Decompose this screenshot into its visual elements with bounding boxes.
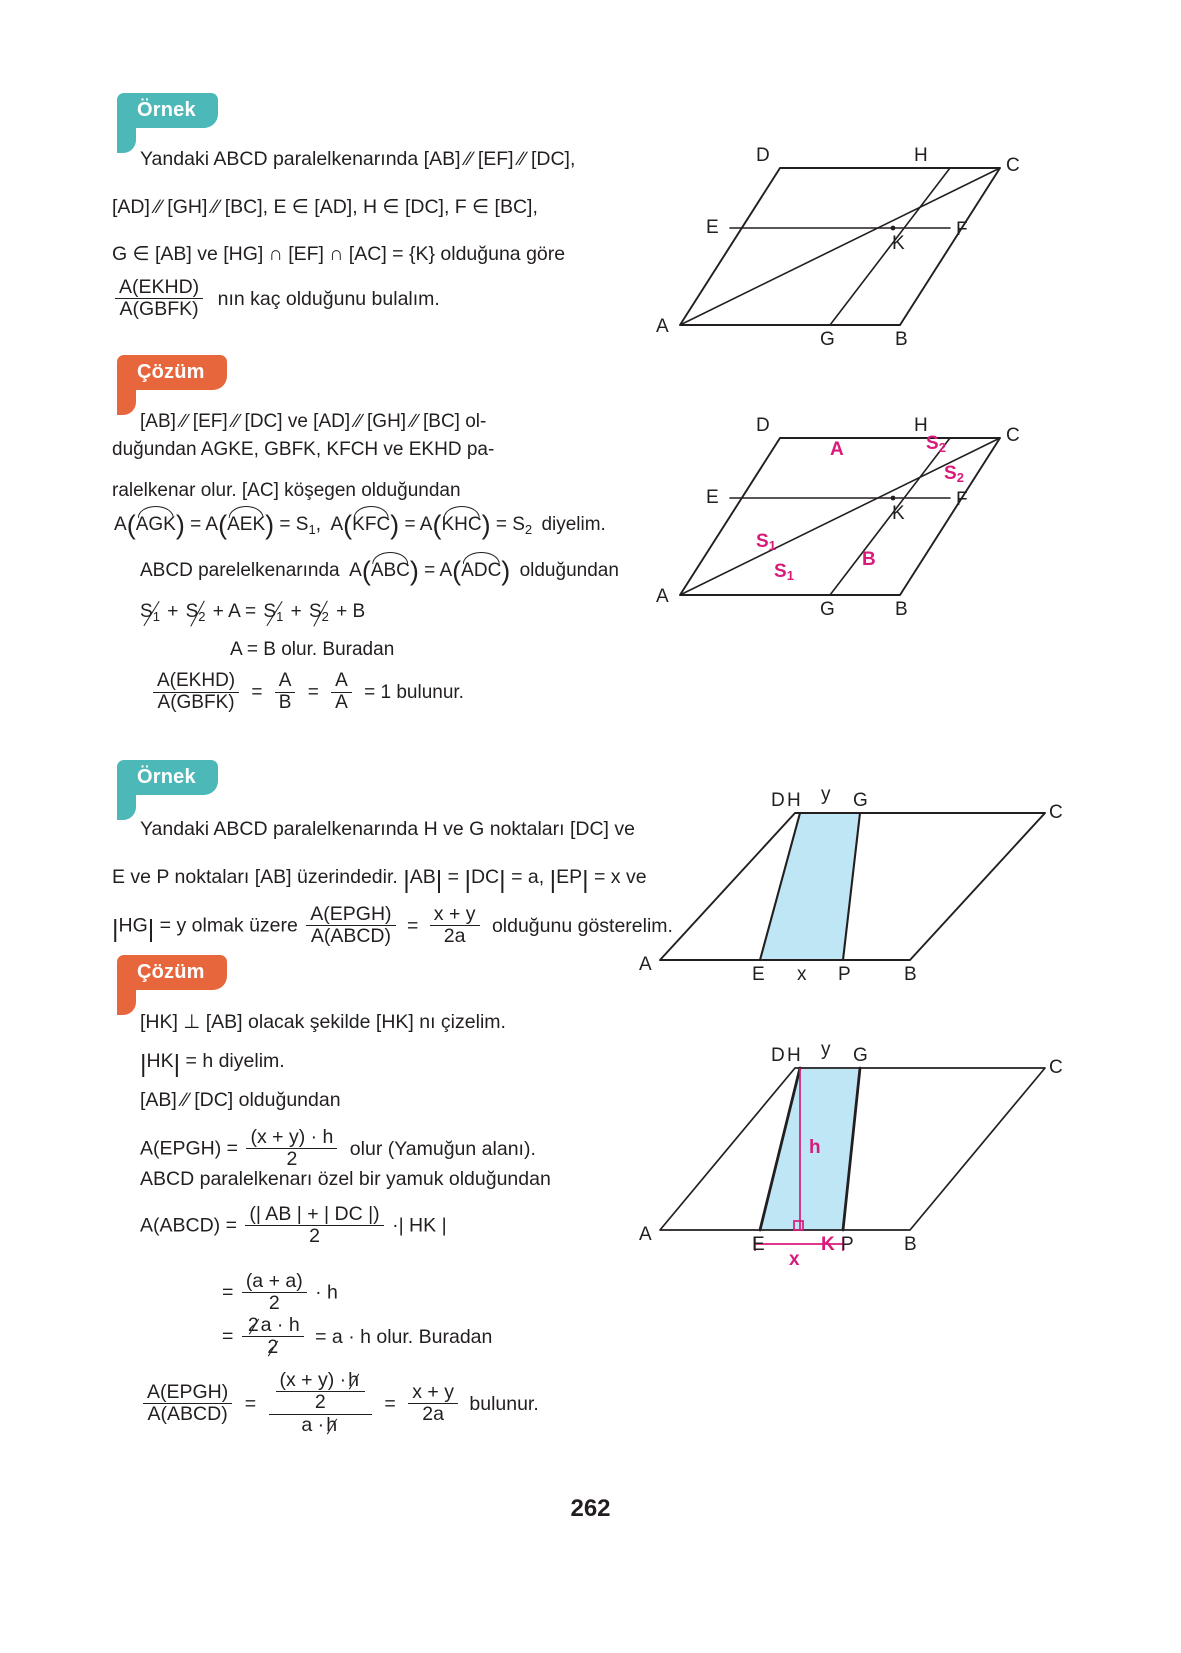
figure4-label-H: H [787, 1045, 801, 1066]
figure2-label-F: F [956, 489, 968, 510]
figure3-measure-x: x [797, 964, 807, 985]
figure1 [650, 140, 1070, 355]
figure1-label-C: C [1006, 155, 1020, 176]
page-number: 262 [570, 1495, 611, 1522]
figure3-measure-y: y [821, 784, 831, 805]
figure4-measure-h: h [809, 1137, 821, 1158]
figure2-label-A: A [656, 586, 669, 607]
figure1-segment-GH [830, 168, 950, 325]
solution2-final-ratio: $\frac{\text{A(EPGH)}}{\text{A(ABCD)}}$ [143, 1382, 232, 1425]
solution2-line3: [AB] ∕∕ [DC] olduğundan [140, 1089, 341, 1111]
solution1-eq2: ABCD parelelkenarında A(ABC) = A(ADC) olduğundan [140, 556, 619, 586]
figure2-area-B: B [862, 549, 876, 570]
example1-line1 [112, 150, 575, 170]
solution1-cancelled-S1a: $S_1$ [140, 601, 160, 624]
solution1-angle-ADC: ADC [461, 560, 502, 581]
example2-line2: E ve P noktaları [AB] üzerindedir. |AB| = |DC| = a, |EP| = x ve [112, 866, 647, 894]
figure2-label-H: H [914, 415, 928, 436]
ornek-tag-1 [117, 93, 218, 128]
figure1-label-F: F [956, 219, 968, 240]
figure4-label-K: K [821, 1234, 835, 1255]
solution1-line1 [112, 412, 486, 431]
example2-line3: |HG| = y olmak üzere $\frac{\text{A(EPGH)}}{\text{A(ABCD)}}$ = $\frac{x + y}{2a}$ olduğunu gösterelim. [112, 903, 673, 948]
solution1-angle-AEK: AEK [227, 514, 266, 535]
figure1-label-E: E [706, 217, 719, 238]
figure1-label-K: K [892, 233, 905, 254]
figure2-area-S1-upper: S1 [756, 531, 776, 553]
figure2-segment-GH [830, 438, 950, 595]
figure3-label-B: B [904, 964, 917, 985]
figure3-label-D: D [771, 790, 785, 811]
solution2-cancelled-h-den: h [326, 1414, 338, 1437]
figure2-area-S2-upper: S2 [926, 433, 946, 455]
solution1-eq1: $A(AGK) = A(AEK) = S_1$, $A(KFC) = A(KHC) = S_2$ diyelim. [114, 510, 606, 540]
solution2-inner-fraction: $\frac{(x + y) \cdot h}{2}$ [276, 1370, 365, 1413]
cozum-tag-1 [117, 355, 227, 390]
figure3-label-G: G [853, 790, 868, 811]
solution2-line4: A(EPGH) = $\frac{(x + y) \cdot h}{2}$ olur (Yamuğun alanı). [140, 1126, 536, 1171]
solution1-eq4: A = B olur. Buradan [230, 639, 395, 660]
example2-result-fraction: $\frac{x + y}{2a}$ [430, 904, 480, 947]
solution2-final-nested-fraction: $\frac{\frac{(x + y) \cdot h}{2}}{a \cdot h}$ [269, 1371, 372, 1436]
solution2-aplusa-fraction: $\frac{(a + a)}{2}$ [242, 1271, 307, 1314]
example1-line4 [112, 278, 440, 321]
solution1-angle-ABC: ABC [370, 560, 410, 581]
solution1-cancelled-S1b: $S_1$ [263, 601, 284, 624]
figure3-label-P: P [838, 964, 851, 985]
figure4-label-P: P [841, 1234, 854, 1255]
solution2-cancelled-2-num: 2 [247, 1314, 259, 1336]
example2-line1-text: Yandaki ABCD paralelkenarında H ve G noktaları [DC] ve [140, 818, 635, 840]
example1-ratio-num: A(EKHD) [119, 276, 200, 298]
figure1-label-A: A [656, 316, 669, 337]
solution1-cancelled-S2b: $S_2$ [308, 601, 329, 624]
solution1-angle-AGK: AGK [135, 514, 176, 535]
figure3-label-H: H [787, 790, 801, 811]
cozum-tag-2 [117, 955, 227, 990]
figure3-label-C: C [1049, 802, 1063, 823]
solution1-ratio-AA: $\frac{A}{A}$ [331, 671, 352, 713]
solution1-ratio-fraction: $\frac{\text{A(EKHD)}}{\text{A(GBFK)}}$ [153, 671, 239, 713]
solution2-abcd-area-fraction: $\frac{(| AB | + | DC |)}{2}$ [245, 1204, 383, 1247]
figure1-label-H: H [914, 145, 928, 166]
figure3-label-E: E [752, 964, 765, 985]
example1-line2: [AD] ∕∕ [GH] ∕∕ [BC], E ∈ [AD], H ∈ [DC], F ∈ [BC], [112, 196, 538, 218]
solution2-result-fraction: $\frac{x + y}{2a}$ [408, 1382, 458, 1425]
example1-line3: G ∈ [AB] ve [HG] ∩ [EF] ∩ [AC] = {K} olduğuna göre [112, 243, 566, 265]
figure4-label-E: E [752, 1234, 765, 1255]
figure2-point-K [891, 496, 896, 501]
figure1-point-K [891, 226, 896, 231]
example1-line4-tail: nın kaç olduğunu bulalım. [217, 287, 440, 310]
ornek-tag-1-label: Örnek [137, 99, 196, 121]
solution2-cancelled-2-den: 2 [267, 1336, 279, 1359]
solution1-eq5: $\frac{\text{A(EKHD)}}{\text{A(GBFK)}}$ = $\frac{A}{B}$ = $\frac{A}{A}$ = 1 bulunur. [150, 672, 464, 714]
figure3-label-A: A [639, 954, 652, 975]
solution1-eq3: $S_1 + S_2 + A = S_1 + S_2 + B$ [140, 601, 366, 624]
solution1-angle-KFC: KFC [352, 514, 391, 535]
solution2-line9: $\frac{\text{A(EPGH)}}{\text{A(ABCD)}}$ = $\frac{\frac{(x + y) \cdot h}{2}}{a \cdot h}$ = $\frac{x + y}{2a}$ bulunur. [140, 1372, 539, 1437]
example2-line1 [112, 820, 635, 840]
figure4-label-G: G [853, 1045, 868, 1066]
cozum-tag-1-label: Çözüm [137, 361, 205, 383]
figure2-label-C: C [1006, 425, 1020, 446]
example1-line1-text: Yandaki ABCD paralelkenarında [AB] ∕∕ [EF] ∕∕ [DC], [140, 148, 576, 170]
example1-ratio-den: A(GBFK) [115, 298, 203, 320]
figure3 [639, 784, 1065, 985]
figure2-label-G: G [820, 599, 835, 620]
figure2-label-D: D [756, 415, 770, 436]
figure4-measure-y: y [821, 1039, 831, 1060]
cozum-tag-2-label: Çözüm [137, 961, 205, 983]
figure2-segment-AC [680, 438, 1000, 595]
figure2-area-S2-lower: S2 [944, 463, 964, 485]
solution1-line3: ralelkenar olur. [AC] köşegen olduğundan [112, 480, 461, 501]
figure4-measure-x: x [789, 1249, 800, 1270]
solution1-line2: duğundan AGKE, GBFK, KFCH ve EKHD pa- [112, 439, 495, 460]
solution1-ratio-AB: $\frac{A}{B}$ [275, 671, 296, 713]
solution2-epgh-area-fraction: $\frac{(x + y) \cdot h}{2}$ [246, 1127, 337, 1170]
figure4-svg [645, 1040, 1065, 1260]
ornek-tag-2-label: Örnek [137, 766, 196, 788]
solution2-cancel-fraction: $\frac{2 a \cdot h}{2}$ [242, 1315, 304, 1358]
figure4-label-B: B [904, 1234, 917, 1255]
figure1-label-D: D [756, 145, 770, 166]
example1-ratio-fraction [115, 277, 203, 320]
figure2 [650, 390, 1070, 620]
solution1-cancelled-S2a: $S_2$ [185, 601, 206, 624]
figure4 [639, 1039, 1065, 1270]
solution1-line1-text: [AB] ∕∕ [EF] ∕∕ [DC] ve [AD] ∕∕ [GH] ∕∕ [BC] ol- [140, 411, 487, 432]
ornek-tag-2 [117, 760, 218, 795]
solution2-line5: ABCD paralelkenarı özel bir yamuk olduğundan [140, 1168, 551, 1190]
solution2-line7: = $\frac{(a + a)}{2}$ · h [222, 1270, 338, 1315]
figure2-label-E: E [706, 487, 719, 508]
figure1-label-B: B [895, 329, 908, 350]
solution2-line1: [HK] ⊥ [AB] olacak şekilde [HK] nı çizelim. [140, 1011, 506, 1033]
figure2-label-B: B [895, 599, 908, 620]
figure4-label-A: A [639, 1224, 652, 1245]
example2-ratio-fraction: $\frac{\text{A(EPGH)}}{\text{A(ABCD)}}$ [306, 904, 395, 947]
figure2-area-A: A [830, 439, 844, 460]
figure2-area-S1-lower: S1 [774, 561, 794, 583]
figure4-label-D: D [771, 1045, 785, 1066]
figure3-svg [645, 785, 1065, 985]
solution2-line6: A(ABCD) = $\frac{(| AB | + | DC |)}{2}$ ·| HK | [140, 1203, 447, 1248]
solution2-line2: |HK| = h diyelim. [140, 1050, 285, 1078]
solution1-angle-KHC: KHC [441, 514, 482, 535]
figure4-label-C: C [1049, 1057, 1063, 1078]
solution2-cancelled-h-num: h [348, 1369, 359, 1391]
solution2-line8: = $\frac{2 a \cdot h}{2}$ = a · h olur. Buradan [222, 1314, 493, 1359]
figure1-label-G: G [820, 329, 835, 350]
figure2-label-K: K [892, 503, 905, 524]
figure1-segment-AC [680, 168, 1000, 325]
